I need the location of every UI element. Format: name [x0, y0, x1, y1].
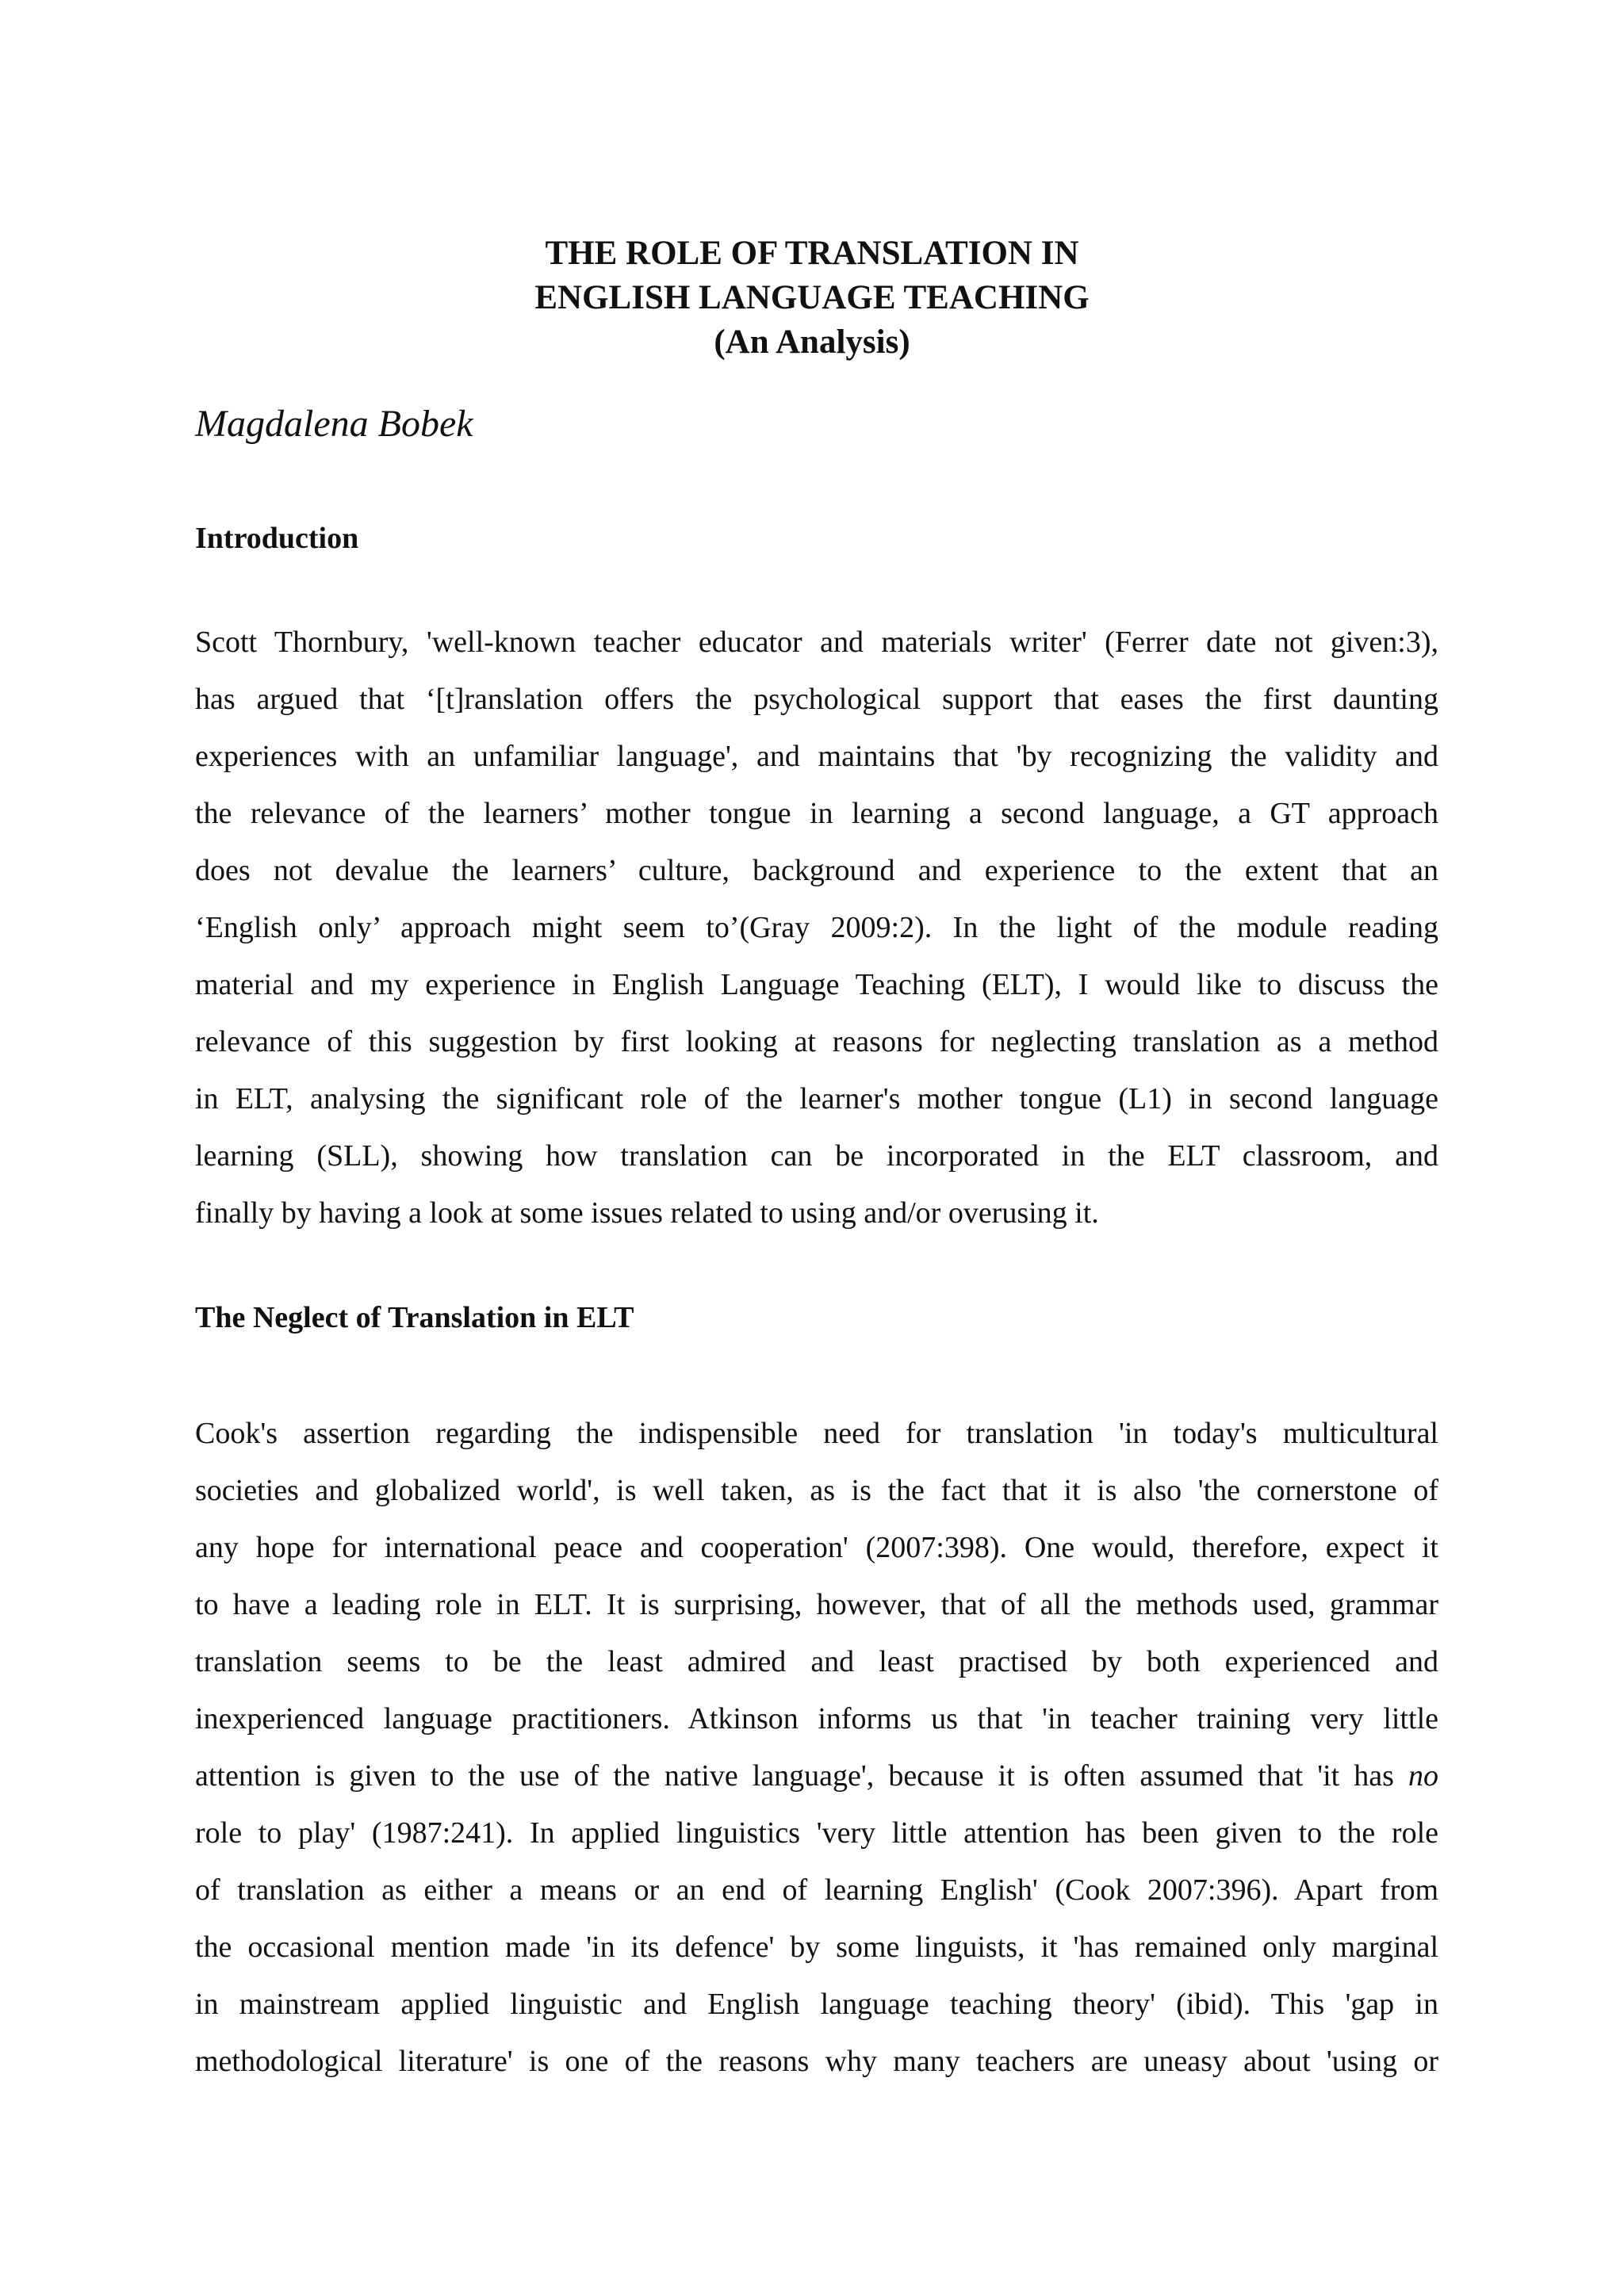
- text-line: relevance of this suggestion by first looking at reasons for neglecting translation as a method: [195, 1025, 1438, 1058]
- title-line-3: (An Analysis): [714, 323, 910, 361]
- text-line: does not devalue the learners’ culture, background and experience to the extent that an: [195, 854, 1438, 887]
- text-line: material and my experience in English Language Teaching (ELT), I would like to discuss the: [195, 968, 1438, 1001]
- neglect-paragraph: [195, 1405, 1438, 2090]
- text-line: the relevance of the learners’ mother tongue in learning a second language, a GT approach: [195, 797, 1438, 830]
- text-line: experiences with an unfamiliar language', and maintains that 'by recognizing the validity and: [195, 740, 1438, 773]
- text-line: the occasional mention made 'in its defence' by some linguists, it 'has remained only marginal: [195, 1931, 1438, 1964]
- emphasis-word: no: [1408, 1759, 1438, 1793]
- document-title: [0, 232, 1624, 365]
- text-line: Cook's assertion regarding the indispensible need for translation 'in today's multicultural: [195, 1417, 1438, 1450]
- text-line: translation seems to be the least admired and least practised by both experienced and: [195, 1645, 1438, 1678]
- section-heading-introduction: Introduction: [195, 522, 359, 555]
- text-line: to have a leading role in ELT. It is surprising, however, that of all the methods used, grammar: [195, 1588, 1438, 1621]
- text-line: in ELT, analysing the significant role of the learner's mother tongue (L1) in second language: [195, 1082, 1438, 1115]
- text-line: role to play' (1987:241). In applied linguistics 'very little attention has been given to the role: [195, 1816, 1438, 1850]
- text-line: Scott Thornbury, 'well-known teacher educator and materials writer' (Ferrer date not given:3),: [195, 626, 1438, 659]
- introduction-paragraph: [195, 614, 1438, 1242]
- text-line: societies and globalized world', is well taken, as is the fact that it is also 'the cornerstone of: [195, 1474, 1438, 1507]
- text-line: methodological literature' is one of the reasons why many teachers are uneasy about 'using or: [195, 2045, 1438, 2078]
- author-name: Magdalena Bobek: [195, 403, 473, 445]
- text-segment: attention is given to the use of the native language', because it is often assumed that 'it has: [195, 1759, 1408, 1793]
- text-line: any hope for international peace and cooperation' (2007:398). One would, therefore, expect it: [195, 1531, 1438, 1564]
- title-line-1: THE ROLE OF TRANSLATION IN: [545, 235, 1079, 272]
- text-line: learning (SLL), showing how translation can be incorporated in the ELT classroom, and: [195, 1139, 1438, 1173]
- text-line: finally by having a look at some issues related to using and/or overusing it.: [195, 1196, 1099, 1230]
- section-heading-neglect: The Neglect of Translation in ELT: [195, 1301, 634, 1334]
- text-line: has argued that ‘[t]ranslation offers the psychological support that eases the first daunting: [195, 683, 1438, 716]
- text-line: in mainstream applied linguistic and English language teaching theory' (ibid). This 'gap in: [195, 1988, 1438, 2021]
- title-line-2: ENGLISH LANGUAGE TEACHING: [534, 279, 1090, 316]
- text-line: ‘English only’ approach might seem to’(Gray 2009:2). In the light of the module reading: [195, 911, 1438, 944]
- text-line: of translation as either a means or an end of learning English' (Cook 2007:396). Apart from: [195, 1873, 1438, 1907]
- text-line: inexperienced language practitioners. Atkinson informs us that 'in teacher training very little: [195, 1702, 1438, 1735]
- text-line-with-emphasis: [195, 1747, 1438, 1804]
